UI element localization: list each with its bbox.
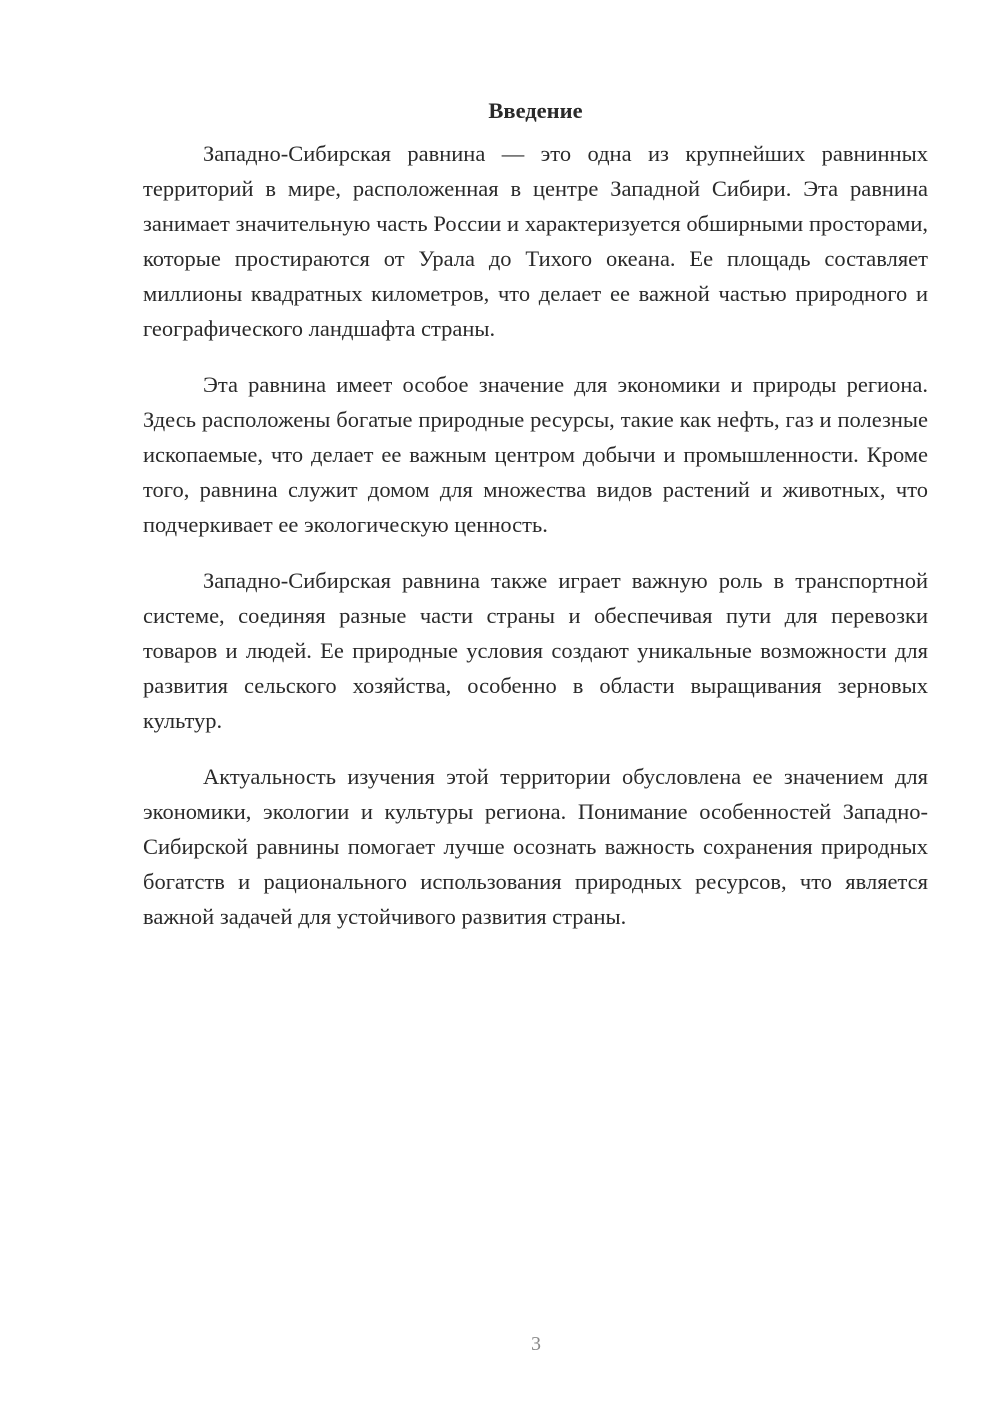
paragraph-4: Актуальность изучения этой территории обусловлена ее значением для экономики, экологии и культуры региона. Понимание особенностей Западно-Сибирской равнины помогает лучше осознать важность сохранения природных богатств и рационального использования природных ресурсов, что является важной задачей для устойчивого развития страны. <box>143 764 928 929</box>
paragraph-3: Западно-Сибирская равнина также играет важную роль в транспортной системе, соединяя разные части страны и обеспечивая пути для перевозки товаров и людей. Ее природные условия создают уникальные возможности для развития сельского хозяйства, особенно в области выращивания зерновых культур. <box>143 568 928 733</box>
page-number: 3 <box>531 1333 541 1355</box>
paragraph-2: Эта равнина имеет особое значение для экономики и природы региона. Здесь расположены богатые природные ресурсы, такие как нефть, газ и полезные ископаемые, что делает ее важным центром добычи и промышленности. Кроме того, равнина служит домом для множества видов растений и животных, что подчеркивает ее экологическую ценность. <box>143 372 928 537</box>
page-content <box>143 96 928 955</box>
section-heading: Введение <box>488 98 583 123</box>
paragraph-1: Западно-Сибирская равнина — это одна из крупнейших равнинных территорий в мире, расположенная в центре Западной Сибири. Эта равнина занимает значительную часть России и характеризуется обширными просторами, которые простираются от Урала до Тихого океана. Ее площадь составляет миллионы квадратных километров, что делает ее важной частью природного и географического ландшафта страны. <box>143 141 928 341</box>
